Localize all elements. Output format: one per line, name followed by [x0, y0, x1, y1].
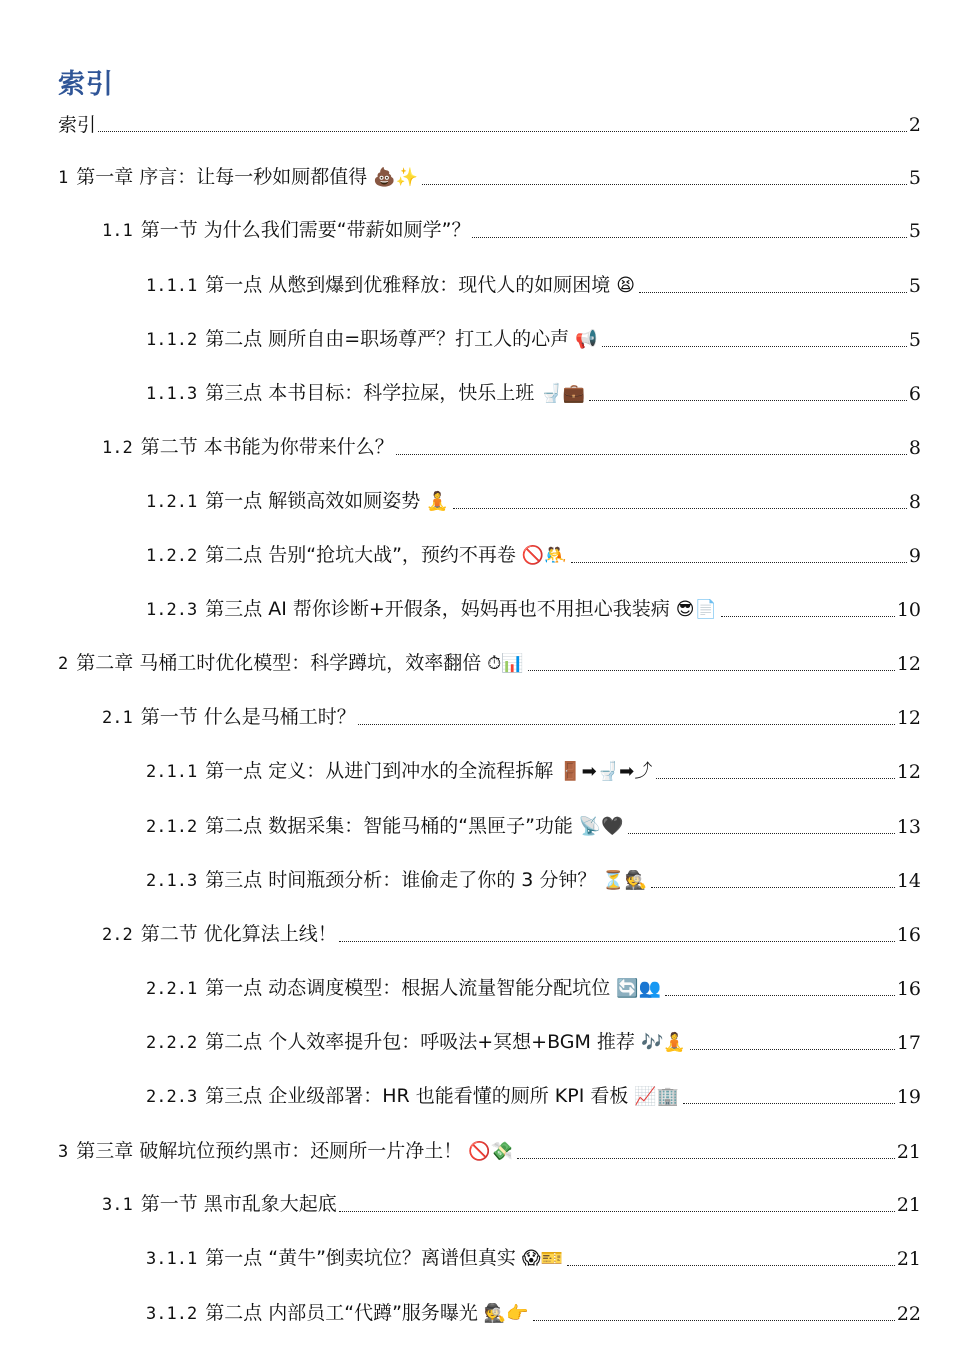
toc-entry-title: [102, 705, 356, 730]
toc-entry-number: 3: [58, 1142, 69, 1162]
emoji-icons: 🚫🤼: [521, 545, 567, 566]
toc-entry-number: 1.2.2: [146, 546, 198, 566]
toc-entry-label: 第一点 解锁高效如厕姿势: [205, 490, 421, 512]
toc-entry-number: 2.1.1: [146, 762, 198, 782]
page-number: 21: [896, 1194, 921, 1216]
toc-entry-number: 2.2.2: [146, 1033, 198, 1053]
toc-entry-number: 2: [58, 654, 69, 674]
toc-entry[interactable]: [146, 376, 921, 406]
emoji-icons: 🚫💸: [468, 1141, 514, 1162]
toc-entry-title: [146, 814, 573, 839]
toc-entry[interactable]: [146, 592, 921, 622]
page-number: 9: [908, 545, 921, 567]
toc-entry-number: 1.2.1: [146, 492, 198, 512]
toc-entry-number: 2.2.1: [146, 979, 198, 999]
dot-leader: [571, 562, 907, 563]
toc-entry-title: [146, 868, 596, 893]
toc-entry-label: 第一节 为什么我们需要“带薪如厕学”？: [140, 219, 471, 241]
dot-leader: [602, 346, 907, 347]
toc-entry-number: 3.1.2: [146, 1304, 198, 1324]
toc-entry-label: 第三点 企业级部署：HR 也能看懂的厕所 KPI 看板: [205, 1085, 629, 1107]
page-number: 21: [896, 1248, 921, 1270]
toc-entry-title: [146, 597, 670, 622]
page-number: 6: [908, 383, 921, 405]
dot-leader: [639, 292, 907, 293]
toc-entry[interactable]: [146, 484, 921, 514]
page-number: 22: [896, 1303, 921, 1325]
toc-entry-title: [146, 1030, 635, 1055]
dot-leader: [396, 454, 907, 455]
toc-entry-number: 2.1.2: [146, 817, 198, 837]
toc-entry-title: [146, 273, 610, 298]
page-number: 16: [896, 924, 921, 946]
page-number: 13: [896, 816, 921, 838]
page-number: 14: [896, 870, 921, 892]
page-number: 16: [896, 978, 921, 1000]
dot-leader: [422, 184, 907, 185]
toc-entry[interactable]: [146, 1079, 921, 1109]
toc-entry[interactable]: [146, 754, 921, 784]
toc-entry-title: [58, 651, 481, 676]
toc-entry-title: [58, 165, 367, 190]
dot-leader: [628, 833, 895, 834]
emoji-icons: 🎶🧘: [640, 1032, 686, 1053]
page-number: 19: [896, 1086, 921, 1108]
toc-entry-title: [146, 976, 610, 1001]
toc-entry[interactable]: [58, 107, 921, 137]
page-number: 5: [908, 167, 921, 189]
toc-entry[interactable]: [146, 1025, 921, 1055]
emoji-icons: 📈🏢: [634, 1086, 680, 1107]
emoji-icons: ⏱📊: [487, 653, 524, 674]
dot-leader: [533, 1320, 895, 1321]
toc-entry-label: 第一点 定义：从进门到冲水的全流程拆解: [205, 760, 554, 782]
toc-entry-title: [146, 489, 420, 514]
toc-entry-number: 2.1: [102, 708, 133, 728]
toc-entry-title: [58, 1139, 462, 1164]
toc-entry-label: 第二点 内部员工“代蹲”服务曝光: [205, 1302, 478, 1324]
toc-entry-label: 第一点 从憋到爆到优雅释放：现代人的如厕困境: [205, 274, 611, 296]
dot-leader: [358, 724, 895, 725]
toc-entry[interactable]: [58, 646, 921, 676]
toc-entry[interactable]: [102, 917, 921, 947]
page-number: 2: [908, 114, 921, 136]
emoji-icons: 🕵👉: [483, 1303, 529, 1324]
emoji-icons: 📡🖤: [578, 816, 624, 837]
dot-leader: [339, 941, 895, 942]
toc-entry-label: 第二点 告别“抢坑大战”，预约不再卷: [205, 544, 516, 566]
emoji-icons: ⏳🕵: [602, 870, 648, 891]
toc-entry-number: 3.1.1: [146, 1249, 198, 1269]
dot-leader: [690, 1049, 895, 1050]
page-number: 12: [896, 761, 921, 783]
toc-entry[interactable]: [58, 1134, 921, 1164]
toc-entry-number: 1: [58, 168, 69, 188]
toc-entry-label: 第一节 什么是马桶工时？: [140, 706, 356, 728]
page-number: 5: [908, 275, 921, 297]
toc-entry-label: 第一点 “黄牛”倒卖坑位？离谱但真实: [205, 1247, 516, 1269]
dot-leader: [339, 1211, 895, 1212]
toc-entry[interactable]: [146, 322, 921, 352]
toc-entry[interactable]: [146, 1241, 921, 1271]
toc-entry[interactable]: [146, 863, 921, 893]
toc-entry-number: 2.2.3: [146, 1087, 198, 1107]
toc-entry-number: 1.1.1: [146, 276, 198, 296]
dot-leader: [453, 508, 907, 509]
toc-entry[interactable]: [102, 1187, 921, 1217]
page-number: 21: [896, 1141, 921, 1163]
toc-entry-number: 2.2: [102, 925, 133, 945]
dot-leader: [567, 1265, 895, 1266]
dot-leader: [517, 1158, 895, 1159]
toc-entry-label: 第二节 本书能为你带来什么？: [140, 436, 394, 458]
page-number: 12: [896, 653, 921, 675]
toc-entry[interactable]: [146, 971, 921, 1001]
toc-entry-title: [146, 1084, 628, 1109]
toc-entry[interactable]: [146, 809, 921, 839]
toc-entry[interactable]: [146, 538, 921, 568]
emoji-icons: 📢: [575, 329, 598, 350]
toc-entry-label: 第一章 序言：让每一秒如厕都值得: [76, 166, 368, 188]
toc-entry-title: [146, 381, 534, 406]
toc-entry[interactable]: [102, 430, 921, 460]
toc-entry-title: [102, 922, 337, 947]
page-number: 8: [908, 437, 921, 459]
toc-entry-number: 1.2: [102, 438, 133, 458]
dot-leader: [98, 131, 907, 132]
toc-entry-number: 1.1: [102, 221, 133, 241]
dot-leader: [589, 400, 907, 401]
toc-entry-number: 1.2.3: [146, 600, 198, 620]
toc-entry-title: [146, 327, 569, 352]
dot-leader: [528, 670, 895, 671]
toc-entry-label: 第一点 动态调度模型：根据人流量智能分配坑位: [205, 977, 611, 999]
toc-entry[interactable]: [146, 268, 921, 298]
toc-entry-title: [146, 759, 553, 784]
toc-entry-label: 第三点 AI 帮你诊断+开假条，妈妈再也不用担心我装病: [205, 598, 670, 620]
dot-leader: [665, 995, 895, 996]
toc-entry-title: [146, 1301, 478, 1326]
emoji-icons: 🔄👥: [616, 978, 662, 999]
toc-entry-number: 3.1: [102, 1195, 133, 1215]
dot-leader: [683, 1103, 895, 1104]
toc-entry-number: 1.1.3: [146, 384, 198, 404]
toc-entry-label: 第二节 优化算法上线！: [140, 923, 337, 945]
emoji-icons: 🧘: [426, 491, 449, 512]
toc-heading: 索引: [58, 69, 114, 100]
toc-entry-label: 第二点 个人效率提升包：呼吸法+冥想+BGM 推荐: [205, 1031, 635, 1053]
toc-entry[interactable]: [102, 213, 921, 243]
toc-entry-title: [58, 113, 96, 137]
toc-entry-title: [146, 1246, 516, 1271]
emoji-icons: 😱🎫: [521, 1248, 564, 1269]
emoji-icons: 🚪➡🚽➡⤴: [559, 761, 653, 782]
toc-entry-title: [102, 218, 470, 243]
toc-entry[interactable]: [146, 1296, 921, 1326]
toc-entry-label: 第三点 本书目标：科学拉屎，快乐上班: [205, 382, 535, 404]
emoji-icons: 🚽💼: [540, 383, 586, 404]
page-number: 10: [896, 599, 921, 621]
page-number: 17: [896, 1032, 921, 1054]
dot-leader: [651, 887, 895, 888]
page-number: 5: [908, 329, 921, 351]
toc-entry[interactable]: [102, 700, 921, 730]
page-number: 5: [908, 220, 921, 242]
toc-entry-label: 第一节 黑市乱象大起底: [140, 1193, 337, 1215]
emoji-icons: 😫: [616, 275, 635, 296]
toc-entry-title: [102, 1192, 337, 1217]
toc-entry-number: 1.1.2: [146, 330, 198, 350]
toc-entry-label: 索引: [58, 114, 97, 136]
dot-leader: [721, 616, 895, 617]
page-number: 12: [896, 707, 921, 729]
dot-leader: [472, 237, 906, 238]
emoji-icons: 😎📄: [675, 599, 717, 620]
toc-entry-label: 第三点 时间瓶颈分析：谁偷走了你的 3 分钟？: [205, 869, 597, 891]
toc-entry-label: 第二点 厕所自由=职场尊严？打工人的心声: [205, 328, 570, 350]
toc-entry-label: 第二点 数据采集：智能马桶的“黑匣子”功能: [205, 815, 573, 837]
page-number: 8: [908, 491, 921, 513]
dot-leader: [656, 778, 895, 779]
toc-entry-title: [102, 435, 394, 460]
toc-entry-number: 2.1.3: [146, 871, 198, 891]
emoji-icons: 💩✨: [373, 167, 419, 188]
toc-entry-label: 第三章 破解坑位预约黑市：还厕所一片净土！: [76, 1140, 463, 1162]
toc-entry-label: 第二章 马桶工时优化模型：科学蹲坑，效率翻倍: [76, 652, 482, 674]
toc-entry[interactable]: [58, 160, 921, 190]
toc-entry-title: [146, 543, 516, 568]
